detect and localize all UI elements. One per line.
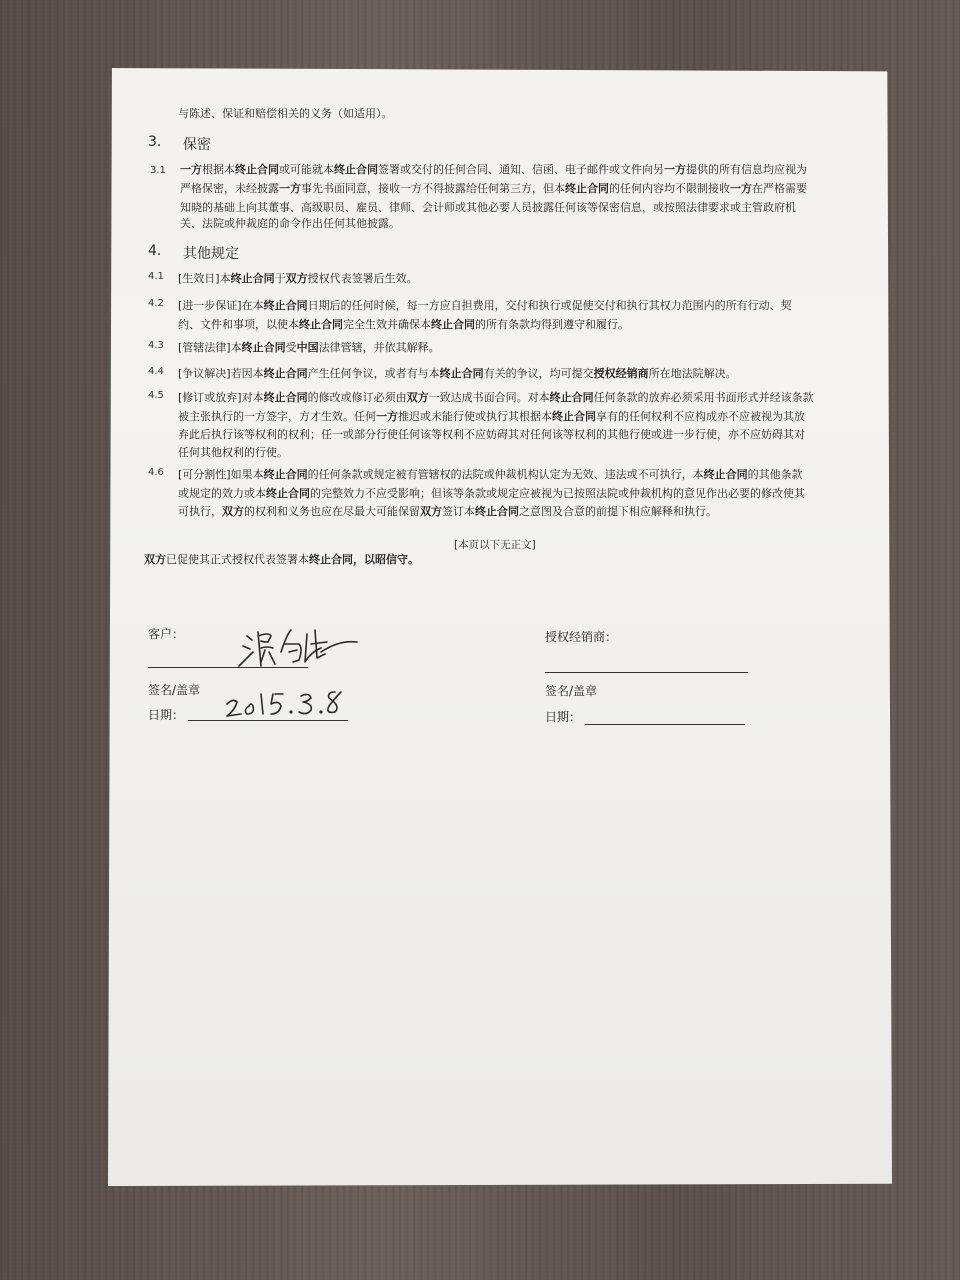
clause-line	[180, 214, 400, 233]
clause-line	[180, 179, 807, 198]
defined-term: 终止合同	[263, 391, 308, 404]
clause-text: 的完整效力不应受影响；但该等条款或规定应被视为已按照法院或仲裁机构的意见作出必要的修改使其	[310, 487, 805, 500]
dealer-sign-seal-label: 签名/盖章	[545, 684, 598, 698]
no-text-below-note: [本页以下无正文]	[454, 539, 536, 551]
clause-text: 任何条款的放弃必须采用书面形式并经该条款	[593, 391, 814, 404]
clause-text: 任何其他权利的行使。	[178, 446, 288, 459]
clause-text: [争议解决]若因本	[178, 367, 264, 380]
clause-text: 关、法院或仲裁庭的命令作出任何其他披露。	[180, 217, 400, 230]
clause-text: 日期后的任何时候，每一方应自担费用，交付和执行或促使交付和执行其权力范围内的所有行动、契	[307, 299, 792, 312]
clause-text: 有关的争议，均可提交	[483, 367, 594, 380]
defined-term: 一方	[664, 163, 686, 176]
clause-line	[178, 388, 814, 407]
defined-term: 终止合同	[549, 391, 594, 404]
defined-term: 双方	[285, 272, 308, 285]
clause-line	[178, 269, 418, 288]
clause-text: 一致达成书面合同。对本	[428, 391, 550, 404]
dealer-label: 授权经销商：	[545, 630, 618, 644]
defined-term: 终止合同	[431, 318, 475, 331]
clause-text: 的任何条款或规定被有管辖权的法院或仲裁机构认定为无效、违法或不可执行，本	[307, 468, 704, 481]
defined-term: 终止合同	[230, 272, 275, 285]
clause-line	[178, 443, 288, 462]
clause-text: 签署或交付的任何合同、通知、信函、电子邮件或文件向另	[378, 163, 664, 176]
clause-text: [进一步保证]在本	[178, 299, 264, 312]
clause-text: 产生任何争议，或者有与本	[307, 367, 440, 380]
clause-text: 完全生效并确保本	[343, 318, 431, 331]
clause-text: 的任何内容均不限制接收	[609, 182, 730, 195]
clause-text: 事先书面同意，接收一方不得披露给任何第三方，但本	[301, 182, 565, 195]
defined-term: 终止合同	[241, 341, 286, 354]
clause-text: 的修改或修订必须由	[307, 391, 407, 404]
clause-text: 授权代表签署后生效。	[307, 272, 418, 285]
defined-term: 一方	[376, 410, 398, 423]
section-3-title: 保密	[183, 137, 211, 153]
dealer-date-label: 日期：	[545, 710, 582, 724]
clause-text: 被主张执行的一方签字，方才生效。任何	[178, 410, 376, 423]
customer-sign-seal-label: 签名/盖章	[148, 683, 201, 697]
clause-number: 4.3	[148, 340, 164, 351]
clause-number: 4.5	[148, 390, 164, 401]
clause-text: [修订或放弃]对本	[178, 391, 264, 404]
clause-number: 4.4	[148, 366, 164, 377]
clause-text: 推迟或未能行使或执行其根据本	[398, 410, 552, 423]
clause-text: 已促使其正式授权代表签署本	[166, 553, 309, 566]
defined-term: 终止合同	[334, 163, 378, 176]
clause-text: 可执行，	[178, 505, 222, 518]
continued-text: 与陈述、保证和赔偿相关的义务（如适用）。	[178, 107, 393, 120]
defined-term: 一方	[730, 182, 752, 195]
clause-line	[178, 484, 805, 503]
defined-term: 终止合同	[263, 468, 308, 481]
defined-term: 终止合同	[475, 505, 519, 518]
clause-text: 约、文件和事项，以使本	[178, 318, 299, 331]
defined-term: 中国	[296, 341, 319, 354]
clause-line	[178, 364, 737, 383]
clause-text: 严格保密，未经披露	[180, 182, 279, 195]
clause-number: 4.1	[148, 271, 164, 282]
section-4-title: 其他规定	[183, 246, 239, 262]
witness-clause	[144, 550, 419, 569]
section-3-number: 3.	[148, 134, 162, 150]
clause-text: 之意图及合意的前提下相应解释和执行。	[519, 505, 717, 518]
clause-text: [可分割性]如果本	[178, 468, 264, 481]
clause-line	[178, 296, 792, 315]
clause-number: 4.6	[148, 467, 164, 478]
clause-text: 法律管辖，并依其解释。	[318, 341, 440, 354]
clause-number: 4.2	[148, 298, 164, 309]
clause-text: 签订本	[442, 505, 475, 518]
defined-term: 终止合同	[703, 468, 748, 481]
defined-term: 终止合同	[552, 410, 596, 423]
clause-line	[180, 160, 807, 179]
defined-term: 双方	[406, 391, 429, 404]
defined-term: 终止合同	[263, 367, 308, 380]
clause-line	[178, 407, 805, 426]
clause-text: 弃此后执行该等权利的权利；任一或部分行使任何该等权利不应妨碍其对任何该等权利的其他行使或进一步行使，亦不应妨碍其对	[178, 428, 805, 441]
clause-line	[178, 315, 629, 334]
defined-term: 授权经销商	[593, 367, 649, 380]
clause-text: 享有的任何权利不应构成亦不应被视为其放	[596, 410, 805, 423]
defined-term: 终止合同	[266, 487, 310, 500]
clause-line	[178, 502, 717, 521]
clause-text: 提供的所有信息均应视为	[686, 163, 807, 176]
clause-text: [生效日]本	[178, 272, 231, 285]
dealer-date-line	[585, 724, 745, 725]
defined-term: 终止合同	[439, 367, 484, 380]
customer-label: 客户：	[148, 627, 185, 641]
clause-line	[178, 465, 803, 484]
section-4-number: 4.	[148, 243, 162, 259]
clause-text: 所在地法院解决。	[648, 367, 737, 380]
dealer-signature-line	[545, 672, 748, 673]
defined-term: 终止合同	[235, 163, 279, 176]
defined-term: 双方	[222, 505, 244, 518]
clause-line	[178, 338, 440, 357]
defined-term: ，以昭信守。	[353, 553, 419, 566]
clause-text: 的其他条款	[747, 468, 803, 481]
clause-text: 的所有条款均得到遵守和履行。	[475, 318, 629, 331]
clause-text: 于	[274, 272, 286, 285]
defined-term: 终止合同	[565, 182, 609, 195]
clause-text: 或可能就本	[279, 163, 334, 176]
clause-line	[178, 425, 805, 444]
defined-term: 终止合同	[309, 553, 353, 566]
handwritten-signature	[225, 622, 365, 674]
defined-term: 双方	[420, 505, 442, 518]
clause-text: 的权利和义务也应在尽最大可能保留	[244, 505, 420, 518]
customer-date-label: 日期：	[148, 708, 185, 722]
defined-term: 终止合同	[299, 318, 343, 331]
defined-term: 双方	[144, 553, 166, 566]
clause-text: [管辖法律]本	[178, 341, 242, 354]
defined-term: 终止合同	[263, 299, 308, 312]
clause-text: 或规定的效力或本	[178, 487, 266, 500]
clause-number: 3.1	[150, 165, 166, 176]
defined-term: 一方	[279, 182, 301, 195]
clause-text: 知晓的基础上向其董事、高级职员、雇员、律师、会计师或其他必要人员披露任何该等保密信息，或按照法律要求或主管政府机	[180, 201, 796, 214]
clause-text: 受	[285, 341, 297, 354]
clause-text: 在严格需要	[752, 182, 807, 195]
defined-term: 一方	[180, 163, 202, 176]
handwritten-date	[225, 684, 365, 724]
clause-text: 根据本	[202, 163, 235, 176]
